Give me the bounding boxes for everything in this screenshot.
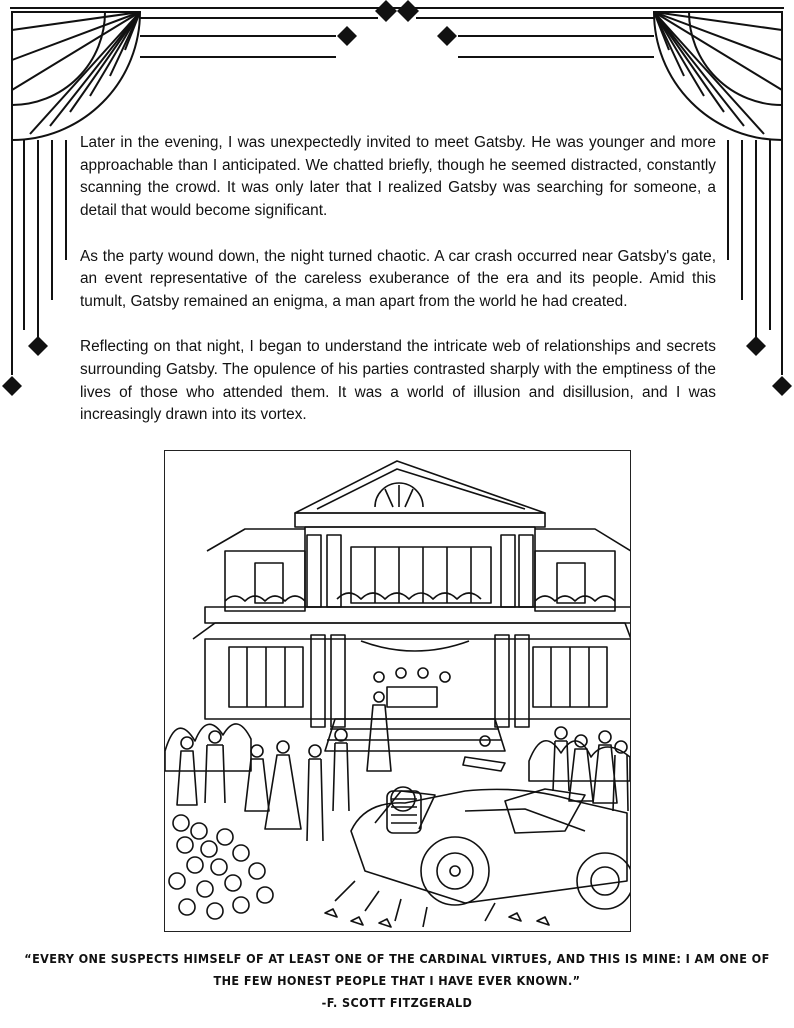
fitzgerald-quote [20, 948, 774, 1014]
story-text [80, 132, 716, 450]
paragraph-1: Later in the evening, I was unexpectedly invited to meet Gatsby. He was younger and more approachable than I anticipated. We chatted briefly, though he seemed distracted, constantly scanning the crowd. It was only later that I realized Gatsby was searching for someone, a detail that would become significant. [80, 134, 716, 220]
mansion-drawing [165, 451, 630, 931]
paragraph-2: As the party wound down, the night turned chaotic. A car crash occurred near Gatsby's gate, an event representative of the careless exuberance of the era and its people. Amid this tumult, Gatsby remained an enigma, a man apart from the world he had created. [80, 247, 716, 310]
quote-text: “EVERY ONE SUSPECTS HIMSELF OF AT LEAST ONE OF THE CARDINAL VIRTUES, AND THIS IS MINE: I AM ONE OF THE FEW HONEST PEOPLE THAT I HAVE EVER KNOWN.” [24, 951, 770, 988]
mansion-party-illustration [164, 450, 631, 932]
quote-attribution: -F. SCOTT FITZGERALD [321, 995, 473, 1010]
paragraph-3: Reflecting on that night, I began to understand the intricate web of relationships and secrets surrounding Gatsby. The opulence of his parties contrasted sharply with the emptiness of the lives of those who attended them. It was a world of illusion and disillusion, and I was increasingly drawn into its vortex. [80, 338, 716, 424]
